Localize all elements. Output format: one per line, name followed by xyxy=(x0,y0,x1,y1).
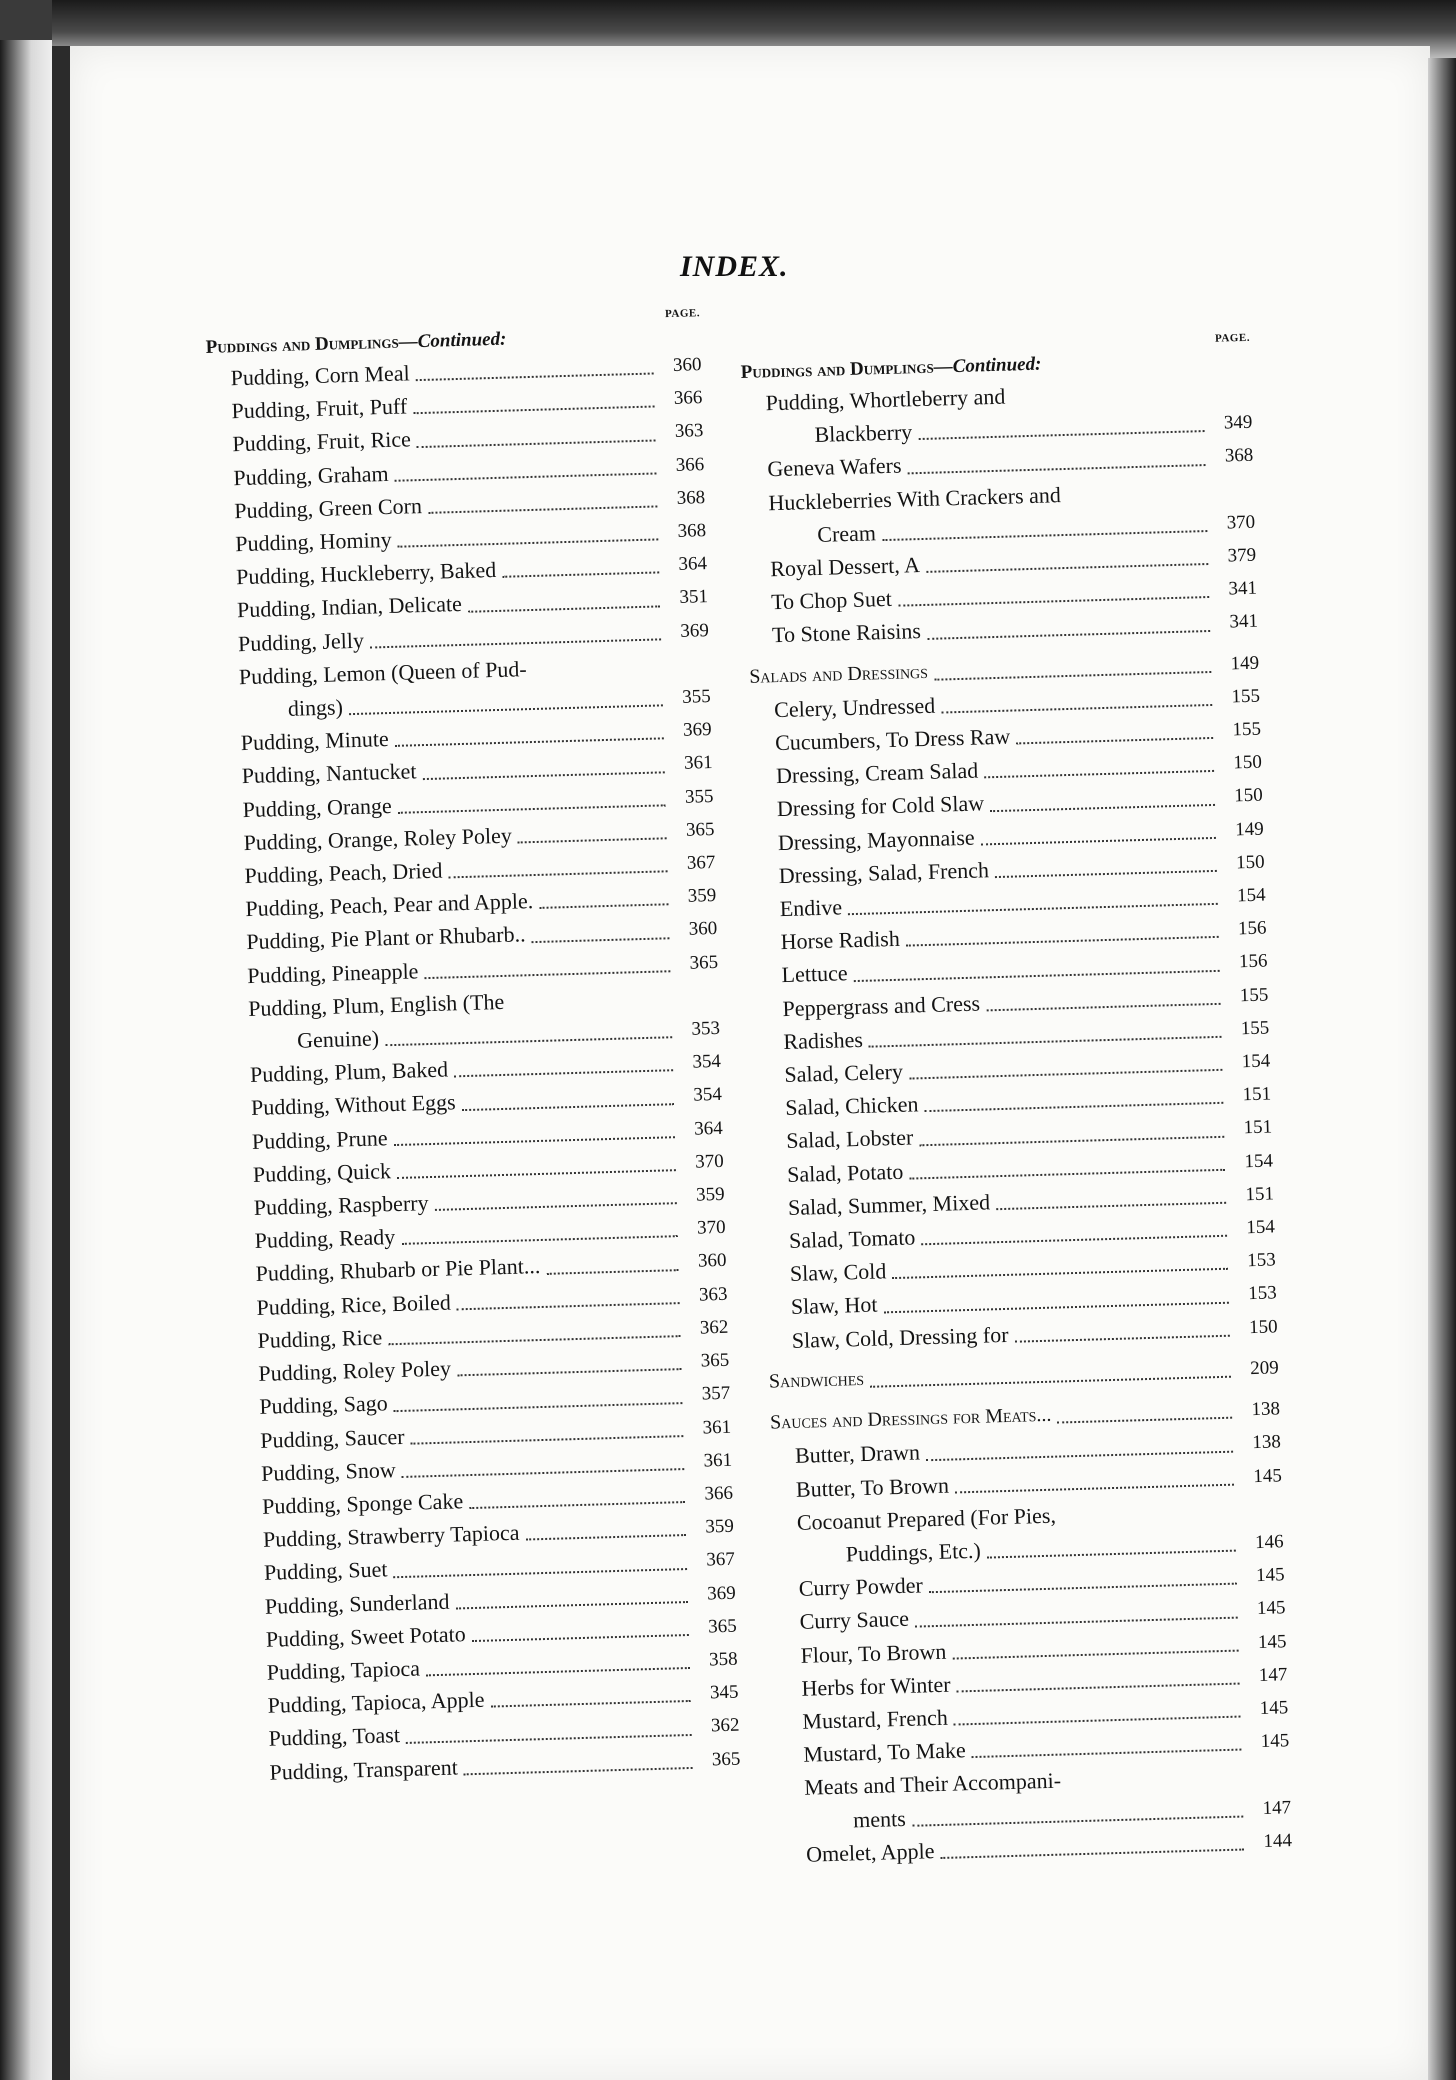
dot-leader xyxy=(929,1583,1237,1594)
dot-leader xyxy=(426,1667,690,1676)
entry-label: Salad, Chicken xyxy=(784,1091,919,1121)
dot-leader xyxy=(397,1169,676,1179)
entry-page-number: 364 xyxy=(693,1117,724,1140)
dot-leader xyxy=(401,1236,677,1246)
entry-page-number: 361 xyxy=(683,752,713,775)
dot-leader xyxy=(406,1733,692,1743)
dot-leader xyxy=(990,804,1215,812)
dot-leader xyxy=(898,596,1209,607)
entry-label: Salad, Summer, Mixed xyxy=(787,1189,991,1220)
dot-leader xyxy=(981,837,1216,846)
entry-label: Butter, Drawn xyxy=(794,1439,921,1469)
entry-label: Pudding, Plum, English (The xyxy=(247,988,505,1021)
entry-label: Pudding, Nantucket xyxy=(241,758,417,789)
dot-leader xyxy=(996,1202,1226,1210)
entry-label: Pudding, Peach, Dried xyxy=(244,857,443,889)
entry-label: Slaw, Cold, Dressing for xyxy=(791,1321,1009,1353)
entry-label: Dressing, Cream Salad xyxy=(775,757,979,789)
entry-page-number: 365 xyxy=(700,1349,730,1372)
dot-leader xyxy=(394,1402,683,1412)
entry-label-continued: Puddings, Etc.) xyxy=(845,1537,982,1567)
entry-page-number: 369 xyxy=(706,1582,737,1604)
entry-page-number: 365 xyxy=(707,1615,737,1638)
entry-page-number: 341 xyxy=(1228,577,1258,600)
dot-leader xyxy=(909,1069,1222,1080)
dot-leader xyxy=(941,1848,1245,1858)
entry-label: Dressing, Mayonnaise xyxy=(777,824,975,855)
page-column-heading: PAGE. xyxy=(1214,331,1251,345)
entry-label: Sauces and Dressings for Meats... xyxy=(769,1403,1052,1434)
dot-leader xyxy=(468,605,660,612)
dot-leader xyxy=(502,572,659,578)
entry-label: Pudding, Saucer xyxy=(259,1423,405,1453)
entry-page-number: 151 xyxy=(1243,1116,1273,1139)
entry-page-number: 365 xyxy=(711,1748,741,1770)
entry-page-number: 366 xyxy=(675,453,705,476)
dot-leader xyxy=(957,1682,1240,1692)
dot-leader xyxy=(547,1269,679,1275)
entry-page-number: 365 xyxy=(689,951,719,974)
entry-page-number: 354 xyxy=(692,1051,722,1073)
entry-page-number: 154 xyxy=(1236,884,1266,907)
dot-leader xyxy=(954,1716,1241,1726)
dot-leader xyxy=(927,630,1210,640)
entry-page-number: 362 xyxy=(699,1316,729,1339)
entry-page-number: 367 xyxy=(686,852,716,874)
entry-page-number: 359 xyxy=(687,885,717,907)
dot-leader xyxy=(539,904,668,910)
dot-leader xyxy=(472,1634,689,1642)
entry-page-number: 354 xyxy=(693,1084,723,1107)
entry-label: Pudding, Peach, Pear and Apple. xyxy=(245,888,534,922)
entry-label: Salad, Tomato xyxy=(788,1224,916,1254)
entry-label: Pudding, Plum, Baked xyxy=(249,1056,449,1088)
entry-label: Royal Dessert, A xyxy=(769,552,921,582)
entry-page-number: 154 xyxy=(1244,1150,1274,1172)
entry-label: Pudding, Pineapple xyxy=(246,957,419,988)
entry-label: Pudding, Jelly xyxy=(237,627,365,656)
entry-page-number: 153 xyxy=(1247,1282,1277,1305)
entry-label: Pudding, Tapioca xyxy=(266,1655,421,1685)
entry-label: Huckleberries With Crackers and xyxy=(768,481,1062,515)
entry-label: Pudding, Fruit, Rice xyxy=(232,426,412,457)
entry-page-number: 370 xyxy=(1226,511,1256,534)
entry-page-number: 147 xyxy=(1258,1663,1288,1686)
adjacent-page-edge xyxy=(0,40,52,2080)
dot-leader xyxy=(454,1070,673,1078)
entry-label: Sandwiches xyxy=(768,1367,865,1393)
section-entry xyxy=(769,1351,1280,1398)
entry-label-continued: ments xyxy=(852,1805,907,1832)
dot-leader xyxy=(413,406,654,415)
entry-page-number: 368 xyxy=(1224,445,1254,467)
entry-label: Peppergrass and Cress xyxy=(782,990,981,1021)
entry-page-number: 156 xyxy=(1238,950,1268,973)
entry-label: Meats and Their Accompani- xyxy=(803,1767,1062,1801)
dot-leader xyxy=(462,1103,674,1111)
entry-page-number: 149 xyxy=(1234,818,1265,840)
entry-label: Slaw, Cold xyxy=(789,1258,887,1287)
dot-leader xyxy=(395,472,657,481)
entry-page-number: 366 xyxy=(704,1482,734,1505)
entry-label: Pudding, Lemon (Queen of Pud- xyxy=(238,655,528,690)
entry-page-number: 150 xyxy=(1234,785,1264,807)
dot-leader xyxy=(385,1037,672,1047)
entry-label: To Chop Suet xyxy=(770,586,893,615)
entry-label: Pudding, Toast xyxy=(268,1722,401,1752)
dot-leader xyxy=(457,1302,680,1310)
entry-label: Horse Radish xyxy=(780,926,901,955)
dot-leader xyxy=(848,903,1218,915)
entry-label-continued: Cream xyxy=(816,520,877,547)
entry-page-number: 341 xyxy=(1229,611,1259,633)
entry-page-number: 154 xyxy=(1241,1050,1271,1073)
entry-label: Pudding, Orange xyxy=(242,792,393,822)
entry-label: Pudding, Without Eggs xyxy=(250,1089,456,1121)
entry-page-number: 145 xyxy=(1260,1730,1290,1753)
entry-page-number: 147 xyxy=(1262,1796,1292,1819)
dot-leader xyxy=(918,430,1204,440)
entry-label: Pudding, Rice xyxy=(257,1324,383,1353)
dot-leader xyxy=(491,1700,691,1708)
entry-label: Pudding, Fruit, Puff xyxy=(231,393,408,424)
dot-leader xyxy=(423,771,665,780)
entry-label: Curry Powder xyxy=(798,1572,924,1601)
dot-leader xyxy=(526,1534,686,1540)
entry-label: Geneva Wafers xyxy=(767,452,902,482)
entry-page-number: 355 xyxy=(681,686,712,708)
entry-label: Pudding, Hominy xyxy=(234,526,393,557)
dot-leader xyxy=(884,1301,1229,1313)
dot-leader xyxy=(909,1169,1225,1180)
entry-page-number: 153 xyxy=(1246,1249,1277,1272)
entry-label: Pudding, Sago xyxy=(259,1390,389,1420)
dot-leader xyxy=(995,870,1217,878)
entry-page-number: 144 xyxy=(1263,1829,1293,1852)
entry-page-number: 355 xyxy=(684,785,714,808)
entry-label-continued: dings) xyxy=(287,694,344,721)
page-column-heading: PAGE. xyxy=(664,307,701,321)
entry-label: Butter, To Brown xyxy=(795,1472,950,1502)
entry-label: Pudding, Ready xyxy=(254,1224,396,1254)
book-spine-shadow xyxy=(52,46,70,2080)
entry-label: Mustard, French xyxy=(802,1704,949,1734)
dot-leader xyxy=(892,1268,1228,1279)
entry-page-number: 363 xyxy=(674,420,704,443)
dot-leader xyxy=(955,1483,1234,1493)
entry-label: Pudding, Whortleberry and xyxy=(765,383,1006,416)
dot-leader xyxy=(986,1003,1220,1012)
section-name: Puddings and Dumplings xyxy=(740,356,935,383)
entry-label: Pudding, Minute xyxy=(240,726,390,756)
index-entry-list xyxy=(741,373,1292,1872)
entry-label: Salad, Lobster xyxy=(785,1124,914,1154)
entry-label: Cucumbers, To Dress Raw xyxy=(774,723,1011,756)
entry-label: Pudding, Sweet Potato xyxy=(265,1620,466,1652)
dot-leader xyxy=(425,970,671,979)
entry-page-number: 360 xyxy=(688,918,718,941)
entry-page-number: 370 xyxy=(694,1150,724,1173)
dot-leader xyxy=(915,1616,1238,1627)
page-title: INDEX. xyxy=(680,250,789,283)
entry-label: Pudding, Raspberry xyxy=(253,1190,429,1221)
entry-label: Pudding, Quick xyxy=(252,1158,392,1187)
entry-page-number: 155 xyxy=(1240,1017,1270,1040)
entry-page-number: 359 xyxy=(705,1515,735,1538)
entry-page-number: 145 xyxy=(1257,1630,1287,1653)
dot-leader xyxy=(869,1036,1221,1048)
entry-page-number: 145 xyxy=(1255,1564,1285,1587)
entry-label: Pudding, Roley Poley xyxy=(258,1355,452,1387)
dot-leader xyxy=(518,837,667,843)
entry-page-number: 361 xyxy=(702,1416,732,1439)
entry-page-number: 155 xyxy=(1239,984,1269,1006)
dot-leader xyxy=(882,530,1207,541)
dot-leader xyxy=(987,1550,1236,1559)
entry-label: Dressing for Cold Slaw xyxy=(776,790,985,822)
index-column-right xyxy=(740,331,1292,1872)
entry-label: Pudding, Snow xyxy=(260,1456,396,1486)
dot-leader xyxy=(398,539,658,548)
entry-label: Pudding, Rhubarb or Pie Plant... xyxy=(255,1253,541,1287)
entry-page-number: 145 xyxy=(1252,1464,1283,1487)
entry-page-number: 369 xyxy=(682,719,712,742)
entry-page-number: 360 xyxy=(672,354,702,376)
entry-label: Cocoanut Prepared (For Pies, xyxy=(796,1502,1057,1535)
entry-page-number: 145 xyxy=(1259,1697,1289,1719)
dot-leader xyxy=(394,1136,675,1146)
entry-label: Pudding, Prune xyxy=(251,1124,388,1154)
entry-page-number: 138 xyxy=(1252,1431,1282,1454)
dot-leader xyxy=(428,505,657,513)
entry-label: Endive xyxy=(779,894,843,922)
dot-leader xyxy=(926,563,1208,573)
dot-leader xyxy=(411,1435,684,1445)
entry-page-number: 149 xyxy=(1230,652,1260,675)
entry-page-number: 209 xyxy=(1249,1357,1280,1380)
dot-leader xyxy=(870,1376,1231,1388)
dot-leader xyxy=(922,1235,1228,1246)
dot-leader xyxy=(349,705,663,716)
dot-leader xyxy=(972,1749,1242,1759)
entry-page-number: 361 xyxy=(703,1449,733,1472)
entry-page-number: 150 xyxy=(1248,1316,1278,1338)
entry-label: Pudding, Huckleberry, Baked xyxy=(235,557,497,590)
entry-label: Pudding, Graham xyxy=(233,460,389,490)
dot-leader xyxy=(984,770,1214,778)
dot-leader xyxy=(395,738,664,748)
entry-label: Pudding, Sponge Cake xyxy=(261,1488,464,1519)
entry-label: Herbs for Winter xyxy=(801,1671,951,1701)
section-name: Puddings and Dumplings xyxy=(205,331,400,358)
entry-label: Pudding, Suet xyxy=(263,1556,388,1586)
dot-leader xyxy=(394,1568,687,1578)
entry-label: Pudding, Strawberry Tapioca xyxy=(262,1519,520,1552)
entry-label: Pudding, Pie Plant or Rhubarb.. xyxy=(246,921,526,955)
entry-label: Flour, To Brown xyxy=(800,1638,947,1668)
entry-page-number: 146 xyxy=(1254,1531,1284,1553)
entry-label-continued: Genuine) xyxy=(296,1025,380,1053)
dot-leader xyxy=(934,671,1211,681)
section-continued: —Continued: xyxy=(398,328,507,353)
dot-leader xyxy=(402,1468,684,1478)
entry-page-number: 349 xyxy=(1223,411,1253,434)
dot-leader xyxy=(952,1649,1238,1659)
entry-page-number: 358 xyxy=(708,1648,738,1671)
entry-page-number: 155 xyxy=(1232,718,1262,741)
entry-page-number: 364 xyxy=(678,553,708,576)
entry-page-number: 151 xyxy=(1242,1083,1272,1106)
dot-leader xyxy=(941,704,1212,714)
entry-page-number: 353 xyxy=(691,1017,721,1040)
entry-page-number: 365 xyxy=(685,818,715,841)
entry-label: Pudding, Sunderland xyxy=(264,1588,450,1619)
entry-label: Radishes xyxy=(783,1026,864,1054)
entry-page-number: 150 xyxy=(1235,851,1265,874)
entry-page-number: 368 xyxy=(676,486,706,509)
section-continued: —Continued: xyxy=(933,353,1042,378)
entry-label: Salad, Potato xyxy=(786,1158,904,1187)
dot-leader xyxy=(388,1335,680,1345)
dot-leader xyxy=(398,804,666,813)
index-column-left xyxy=(205,306,741,1789)
entry-page-number: 351 xyxy=(679,586,709,609)
entry-label: Lettuce xyxy=(781,960,848,988)
dot-leader xyxy=(435,1202,677,1211)
dot-leader xyxy=(1015,1335,1230,1343)
entry-label: Pudding, Rice, Boiled xyxy=(256,1289,452,1320)
dot-leader xyxy=(469,1501,685,1509)
dot-leader xyxy=(532,937,670,943)
dot-leader xyxy=(1016,737,1213,744)
entry-page-number: 362 xyxy=(710,1714,740,1737)
entry-page-number: 363 xyxy=(698,1283,728,1306)
dot-leader xyxy=(912,1815,1243,1826)
entry-page-number: 155 xyxy=(1231,685,1261,708)
entry-page-number: 368 xyxy=(677,520,707,542)
entry-page-number: 145 xyxy=(1256,1597,1286,1620)
entry-page-number: 379 xyxy=(1227,544,1257,567)
entry-label: Salads and Dressings xyxy=(748,660,929,688)
entry-label: Slaw, Hot xyxy=(790,1292,878,1320)
entry-page-number: 369 xyxy=(680,619,710,642)
entry-label: Dressing, Salad, French xyxy=(778,857,990,888)
dot-leader xyxy=(416,373,654,382)
entry-label: Mustard, To Make xyxy=(803,1737,967,1767)
dot-leader xyxy=(1058,1417,1233,1424)
entry-label: Omelet, Apple xyxy=(805,1837,935,1867)
entry-label: Curry Sauce xyxy=(799,1606,910,1635)
dot-leader xyxy=(456,1601,688,1609)
dot-leader xyxy=(908,464,1206,474)
dot-leader xyxy=(457,1368,681,1376)
entry-page-number: 345 xyxy=(709,1681,739,1704)
entry-page-number: 357 xyxy=(701,1383,731,1405)
entry-label: Pudding, Indian, Delicate xyxy=(236,591,463,623)
entry-page-number: 156 xyxy=(1237,917,1267,940)
entry-label: Salad, Celery xyxy=(784,1058,904,1088)
entry-page-number: 367 xyxy=(706,1549,736,1571)
entry-page-number: 370 xyxy=(696,1217,726,1239)
entry-label: Pudding, Corn Meal xyxy=(230,360,410,391)
entry-label: Pudding, Transparent xyxy=(269,1754,459,1785)
entry-page-number: 360 xyxy=(697,1250,727,1273)
dot-leader xyxy=(906,936,1219,947)
dot-leader xyxy=(417,439,656,448)
entry-page-number: 138 xyxy=(1251,1398,1281,1421)
entry-page-number: 150 xyxy=(1233,751,1263,774)
dot-leader xyxy=(854,970,1220,982)
entry-label: Pudding, Tapioca, Apple xyxy=(267,1686,485,1718)
entry-label: Pudding, Orange, Roley Poley xyxy=(243,822,513,855)
entry-label-continued: Blackberry xyxy=(814,419,913,448)
dot-leader xyxy=(919,1135,1224,1146)
dot-leader xyxy=(925,1102,1224,1112)
entry-label: Celery, Undressed xyxy=(773,692,936,723)
dot-leader xyxy=(449,871,668,879)
dot-leader xyxy=(926,1450,1233,1461)
dot-leader xyxy=(464,1767,693,1775)
dot-leader xyxy=(370,638,661,648)
entry-page-number: 154 xyxy=(1246,1216,1276,1239)
entry-page-number: 151 xyxy=(1245,1183,1275,1206)
entry-label: Pudding, Green Corn xyxy=(233,492,423,524)
index-entry-list xyxy=(206,348,741,1789)
entry-label: To Stone Raisins xyxy=(771,618,922,648)
entry-page-number: 359 xyxy=(695,1183,725,1206)
entry-page-number: 366 xyxy=(673,387,703,410)
scan-border-right xyxy=(1428,58,1456,2080)
